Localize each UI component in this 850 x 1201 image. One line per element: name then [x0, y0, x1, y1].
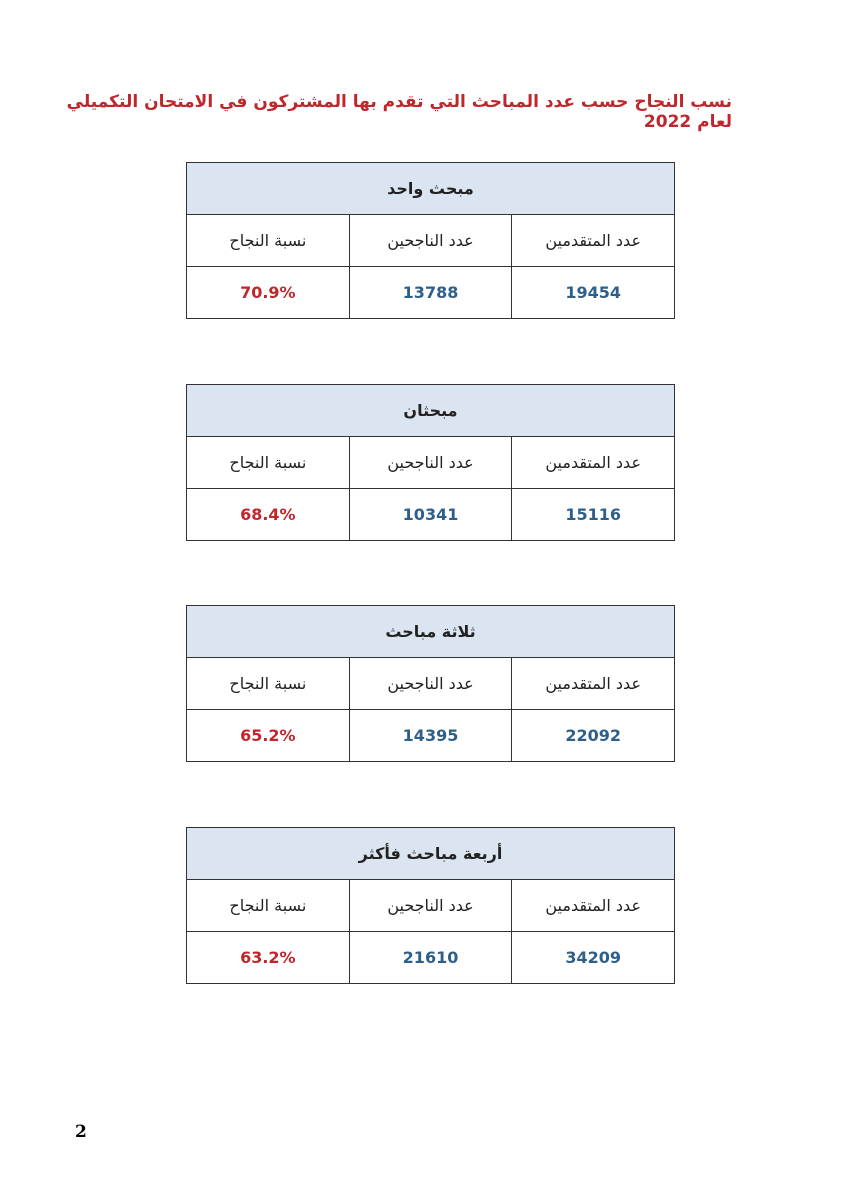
- value-passed: 21610: [349, 932, 512, 984]
- value-rate: 70.9%: [187, 267, 350, 319]
- value-applicants: 22092: [512, 710, 675, 762]
- value-rate: 68.4%: [187, 489, 350, 541]
- value-applicants: 34209: [512, 932, 675, 984]
- header-passed: عدد الناجحين: [349, 215, 512, 267]
- header-passed: عدد الناجحين: [349, 880, 512, 932]
- header-passed: عدد الناجحين: [349, 658, 512, 710]
- group-label: أربعة مباحث فأكثر: [187, 828, 675, 880]
- value-passed: 14395: [349, 710, 512, 762]
- group-label: ثلاثة مباحث: [187, 606, 675, 658]
- header-applicants: عدد المتقدمين: [512, 658, 675, 710]
- header-rate: نسبة النجاح: [187, 658, 350, 710]
- group-label: مبحثان: [187, 385, 675, 437]
- value-passed: 13788: [349, 267, 512, 319]
- value-applicants: 19454: [512, 267, 675, 319]
- table-four-plus-subjects: [186, 827, 675, 984]
- group-label: مبحث واحد: [187, 163, 675, 215]
- header-passed: عدد الناجحين: [349, 437, 512, 489]
- page-title: نسب النجاح حسب عدد المباحث التي تقدم بها المشتركون في الامتحان التكميلي لعام 2022: [66, 92, 732, 132]
- page-number: 2: [75, 1122, 87, 1142]
- table-two-subjects: [186, 384, 675, 541]
- header-rate: نسبة النجاح: [187, 880, 350, 932]
- header-rate: نسبة النجاح: [187, 437, 350, 489]
- value-passed: 10341: [349, 489, 512, 541]
- value-applicants: 15116: [512, 489, 675, 541]
- header-applicants: عدد المتقدمين: [512, 437, 675, 489]
- value-rate: 65.2%: [187, 710, 350, 762]
- header-applicants: عدد المتقدمين: [512, 880, 675, 932]
- header-applicants: عدد المتقدمين: [512, 215, 675, 267]
- value-rate: 63.2%: [187, 932, 350, 984]
- table-one-subject: [186, 162, 675, 319]
- table-three-subjects: [186, 605, 675, 762]
- header-rate: نسبة النجاح: [187, 215, 350, 267]
